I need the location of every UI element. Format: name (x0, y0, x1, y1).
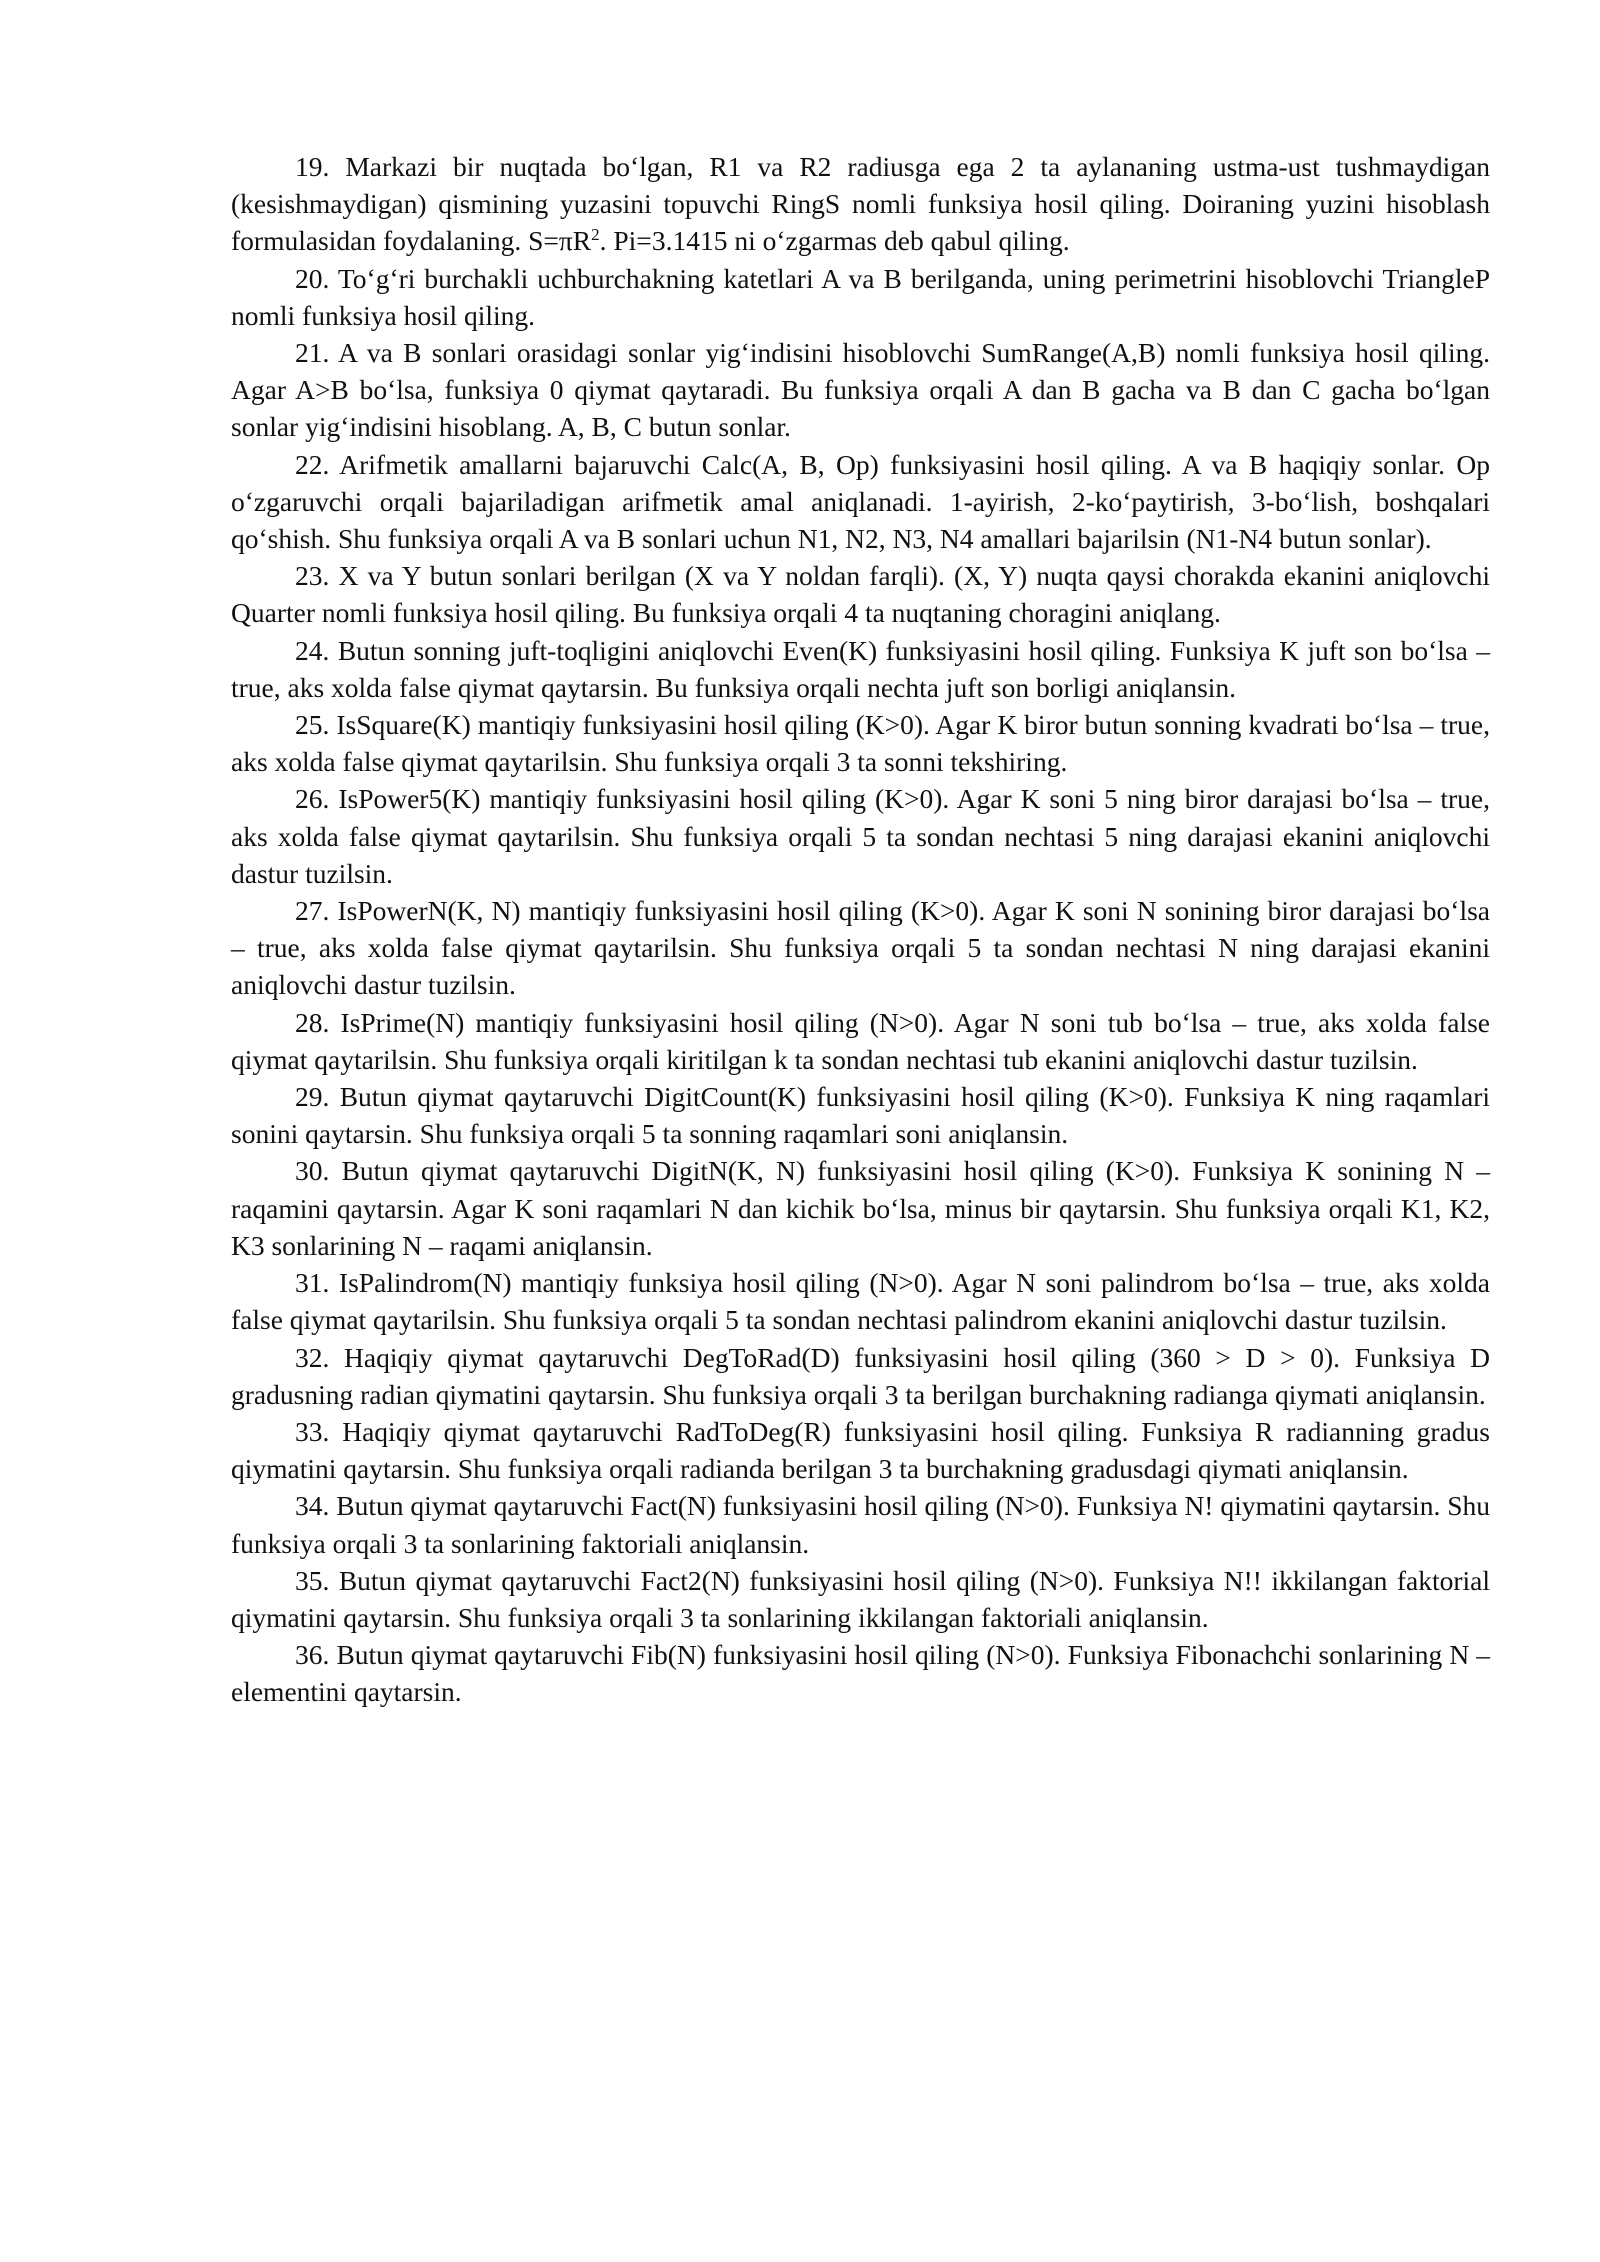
task-number: 25. (295, 709, 330, 741)
task-number: 29. (295, 1081, 330, 1113)
task-number: 34. (295, 1490, 330, 1522)
task-text-continued: . Pi=3.1415 ni o‘zgarmas deb qabul qiling. (599, 225, 1070, 257)
task-text: IsPowerN(K, N) mantiqiy funksiyasini hosil qiling (K>0). Agar K soni N sonining biror darajasi bo‘lsa – true, aks xolda false qiymat qaytarilsin. Shu funksiya orqali 5 ta sondan nechtasi N ning darajasi ekanini aniqlovchi dastur tuzilsin. (231, 895, 1490, 1001)
task-number: 36. (295, 1639, 330, 1671)
task-text: Haqiqiy qiymat qaytaruvchi DegToRad(D) funksiyasini hosil qiling (360 > D > 0). Funksiya D gradusning radian qiymatini qaytarsin. Shu funksiya orqali 3 ta berilgan burchakning radianga qiymati aniqlansin. (231, 1341, 1491, 1410)
task-number: 33. (295, 1415, 330, 1447)
task-35 (231, 1562, 1490, 1636)
task-text: X va Y butun sonlari berilgan (X va Y noldan farqli). (X, Y) nuqta qaysi chorakda ekanini aniqlovchi Quarter nomli funksiya hosil qiling. Bu funksiya orqali 4 ta nuqtaning choragini aniqlang. (231, 560, 1490, 629)
task-20 (231, 260, 1490, 334)
task-19 (231, 148, 1490, 260)
task-31 (231, 1264, 1490, 1338)
task-number: 28. (295, 1006, 330, 1038)
task-number: 20. (295, 262, 330, 294)
task-number: 32. (295, 1341, 330, 1373)
task-text: Butun qiymat qaytaruvchi DigitN(K, N) funksiyasini hosil qiling (K>0). Funksiya K sonining N – raqamini qaytarsin. Agar K soni raqamlari N dan kichik bo‘lsa, minus bir qaytarsin. Shu funksiya orqali K1, K2, K3 sonlarining N – raqami aniqlansin. (231, 1155, 1491, 1261)
task-text: Arifmetik amallarni bajaruvchi Calc(A, B, Op) funksiyasini hosil qiling. A va B haqiqiy sonlar. Op o‘zgaruvchi orqali bajariladigan arifmetik amal aniqlanadi. 1-ayirish, 2-ko‘paytirish, 3-bo‘lish, boshqalari qo‘shish. Shu funksiya orqali A va B sonlari uchun N1, N2, N3, N4 amallari bajarilsin (N1-N4 butun sonlar). (231, 448, 1491, 555)
task-number: 30. (295, 1155, 330, 1187)
task-number: 21. (295, 337, 330, 369)
task-text: IsPalindrom(N) mantiqiy funksiya hosil qiling (N>0). Agar N soni palindrom bo‘lsa – true, aks xolda false qiymat qaytarilsin. Shu funksiya orqali 5 ta sondan nechtasi palindrom ekanini aniqlovchi dastur tuzilsin. (231, 1267, 1490, 1336)
task-23 (231, 557, 1490, 631)
task-number: 19. (295, 151, 330, 182)
task-26 (231, 780, 1490, 892)
task-text: Markazi bir nuqtada bo‘lgan, R1 va R2 radiusga ega 2 ta aylananing ustma-ust tushmaydigan (kesishmaydigan) qismining yuzasini topuvchi RingS nomli funksiya hosil qiling. Doiraning yuzini hisoblash formulasidan foydalaning. S=πR (231, 151, 1491, 257)
task-text: To‘g‘ri burchakli uchburchakning katetlari A va B berilganda, uning perimetrini hisoblovchi TriangleP nomli funksiya hosil qiling. (231, 262, 1490, 331)
task-28 (231, 1004, 1490, 1078)
task-25 (231, 706, 1490, 780)
task-27 (231, 892, 1490, 1004)
task-32 (231, 1339, 1490, 1413)
task-33 (231, 1413, 1490, 1487)
task-36 (231, 1636, 1490, 1710)
task-29 (231, 1078, 1490, 1152)
task-number: 22. (295, 448, 330, 480)
task-number: 27. (295, 895, 330, 927)
superscript-exponent: 2 (591, 225, 600, 245)
task-text: Butun qiymat qaytaruvchi Fib(N) funksiyasini hosil qiling (N>0). Funksiya Fibonachchi sonlarining N – elementini qaytarsin. (231, 1639, 1490, 1708)
task-text: Butun sonning juft-toqligini aniqlovchi Even(K) funksiyasini hosil qiling. Funksiya K juft son bo‘lsa – true, aks xolda false qiymat qaytarsin. Bu funksiya orqali nechta juft son borligi aniqlansin. (231, 634, 1491, 703)
task-text: Butun qiymat qaytaruvchi Fact2(N) funksiyasini hosil qiling (N>0). Funksiya N!! ikkilangan faktorial qiymatini qaytarsin. Shu funksiya orqali 3 ta sonlarining ikkilangan faktoriali aniqlansin. (231, 1564, 1491, 1633)
task-24 (231, 632, 1490, 706)
task-34 (231, 1487, 1490, 1561)
task-text: IsPrime(N) mantiqiy funksiyasini hosil qiling (N>0). Agar N soni tub bo‘lsa – true, aks xolda false qiymat qaytarilsin. Shu funksiya orqali kiritilgan k ta sondan nechtasi tub ekanini aniqlovchi dastur tuzilsin. (231, 1006, 1490, 1075)
task-22 (231, 446, 1490, 558)
document-page (231, 148, 1490, 1711)
task-number: 26. (295, 783, 330, 815)
task-text: Butun qiymat qaytaruvchi DigitCount(K) funksiyasini hosil qiling (K>0). Funksiya K ning raqamlari sonini qaytarsin. Shu funksiya orqali 5 ta sonning raqamlari soni aniqlansin. (231, 1081, 1490, 1150)
task-text: IsPower5(K) mantiqiy funksiyasini hosil qiling (K>0). Agar K soni 5 ning biror darajasi bo‘lsa – true, aks xolda false qiymat qaytarilsin. Shu funksiya orqali 5 ta sondan nechtasi 5 ning darajasi ekanini aniqlovchi dastur tuzilsin. (231, 783, 1491, 889)
task-number: 24. (295, 634, 330, 666)
task-text: A va B sonlari orasidagi sonlar yig‘indisini hisoblovchi SumRange(A,B) nomli funksiya hosil qiling. Agar A>B bo‘lsa, funksiya 0 qiymat qaytaradi. Bu funksiya orqali A dan B gacha va B dan C gacha bo‘lgan sonlar yig‘indisini hisoblang. A, B, C butun sonlar. (231, 337, 1490, 443)
task-text: Haqiqiy qiymat qaytaruvchi RadToDeg(R) funksiyasini hosil qiling. Funksiya R radianning gradus qiymatini qaytarsin. Shu funksiya orqali radianda berilgan 3 ta burchakning gradusdagi qiymati aniqlansin. (231, 1415, 1491, 1485)
task-number: 23. (295, 560, 330, 592)
task-number: 35. (295, 1564, 330, 1596)
task-30 (231, 1152, 1490, 1264)
task-21 (231, 334, 1490, 446)
task-text: Butun qiymat qaytaruvchi Fact(N) funksiyasini hosil qiling (N>0). Funksiya N! qiymatini qaytarsin. Shu funksiya orqali 3 ta sonlarining faktoriali aniqlansin. (231, 1490, 1491, 1559)
task-number: 31. (295, 1267, 330, 1299)
task-text: IsSquare(K) mantiqiy funksiyasini hosil qiling (K>0). Agar K biror butun sonning kvadrati bo‘lsa – true, aks xolda false qiymat qaytarilsin. Shu funksiya orqali 3 ta sonni tekshiring. (231, 709, 1490, 778)
